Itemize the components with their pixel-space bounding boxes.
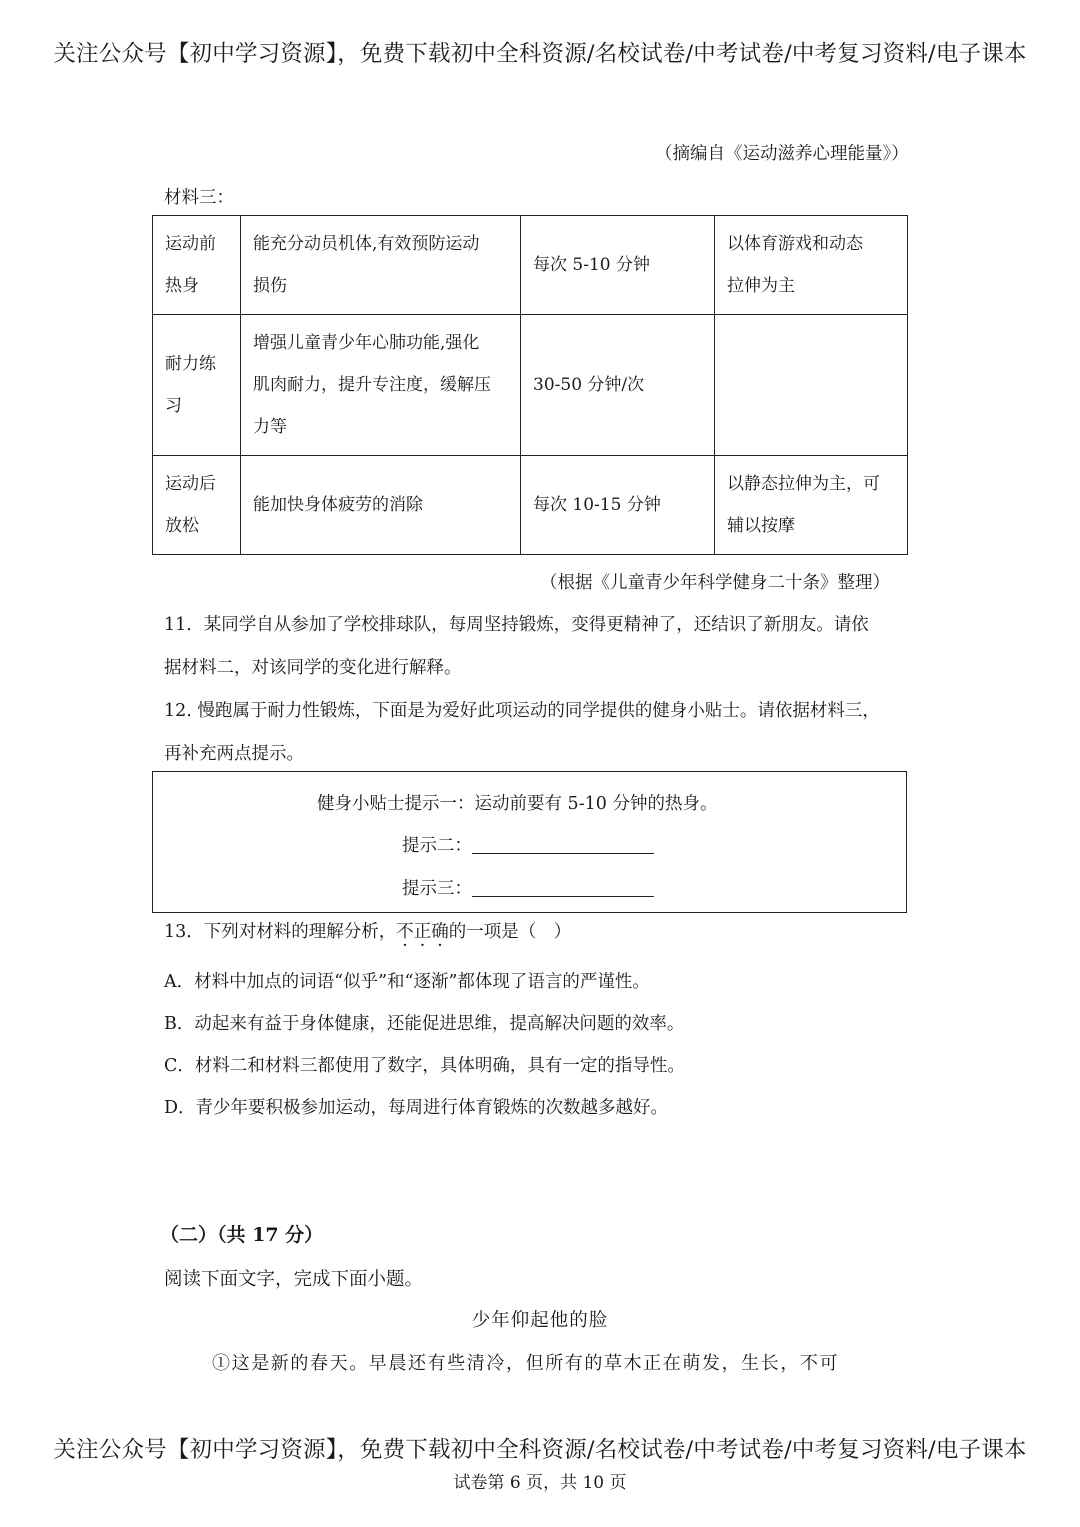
emphasis-char: 确 xyxy=(431,922,449,942)
question-12-line-2: 再补充两点提示。 xyxy=(164,744,304,764)
option-a[interactable]: A．材料中加点的词语“似乎”和“逐渐”都体现了语言的严谨性。 xyxy=(164,972,650,992)
table-cell-duration: 每次 5-10 分钟 xyxy=(521,216,715,315)
question-13-suffix: 的一项是（ ） xyxy=(448,922,572,942)
table-row xyxy=(153,456,908,555)
source-citation-1: （摘编自《运动滋养心理能量》） xyxy=(655,144,909,164)
option-b[interactable]: B．动起来有益于身体健康，还能促进思维，提高解决问题的效率。 xyxy=(164,1014,685,1034)
table-cell-benefit: 增强儿童青少年心肺功能,强化 肌肉耐力，提升专注度，缓解压 力等 xyxy=(241,315,521,456)
story-title: 少年仰起他的脸 xyxy=(471,1310,609,1331)
tip-2 xyxy=(402,832,654,857)
option-c[interactable]: C．材料二和材料三都使用了数字，具体明确，具有一定的指导性。 xyxy=(164,1056,685,1076)
bottom-banner: 关注公众号【初中学习资源】，免费下载初中全科资源/名校试卷/中考试卷/中考复习资料/电子课本 xyxy=(53,1437,1027,1463)
table-row xyxy=(153,216,908,315)
question-11-line-1: 11．某同学自从参加了学校排球队，每周坚持锻炼，变得更精神了，还结识了新朋友。请依 xyxy=(164,615,869,635)
question-12-line-1: 12. 慢跑属于耐力性锻炼，下面是为爱好此项运动的同学提供的健身小贴士。请依据材料三， xyxy=(164,701,880,721)
question-11-line-2: 据材料二，对该同学的变化进行解释。 xyxy=(164,658,462,678)
source-citation-2: （根据《儿童青少年科学健身二十条》整理） xyxy=(540,573,890,593)
table-cell-activity: 运动后 放松 xyxy=(153,456,241,555)
story-paragraph-1: ①这是新的春天。早晨还有些清冷，但所有的草木正在萌发，生长，不可 xyxy=(212,1353,840,1374)
page-number: 试卷第 6 页，共 10 页 xyxy=(453,1473,627,1493)
table-cell-method: 以静态拉伸为主，可 辅以按摩 xyxy=(715,456,908,555)
tip-3 xyxy=(402,875,654,900)
section-2-heading: （二）（共 17 分） xyxy=(160,1224,324,1246)
top-banner: 关注公众号【初中学习资源】，免费下载初中全科资源/名校试卷/中考试卷/中考复习资料/电子课本 xyxy=(53,41,1027,67)
table-cell-duration: 每次 10-15 分钟 xyxy=(521,456,715,555)
tip-3-label: 提示三： xyxy=(402,879,472,899)
fitness-tips-box xyxy=(152,771,907,913)
question-13-prefix: 13．下列对材料的理解分析， xyxy=(164,922,397,942)
tip-2-answer-blank[interactable] xyxy=(472,835,654,854)
emphasis-char: 不 xyxy=(396,922,414,942)
table-cell-method xyxy=(715,315,908,456)
table-row xyxy=(153,315,908,456)
table-cell-activity: 耐力练 习 xyxy=(153,315,241,456)
table-cell-benefit: 能充分动员机体,有效预防运动 损伤 xyxy=(241,216,521,315)
tip-1: 健身小贴士提示一：运动前要有 5-10 分钟的热身。 xyxy=(317,794,718,814)
material-3-title: 材料三： xyxy=(164,188,234,208)
emphasis-char: 正 xyxy=(413,922,432,942)
tip-2-label: 提示二： xyxy=(402,836,472,856)
table-cell-benefit: 能加快身体疲劳的消除 xyxy=(241,456,521,555)
reading-instruction: 阅读下面文字，完成下面小题。 xyxy=(164,1269,424,1290)
table-cell-method: 以体育游戏和动态 拉伸为主 xyxy=(715,216,908,315)
table-cell-duration: 30-50 分钟/次 xyxy=(521,315,715,456)
option-d[interactable]: D．青少年要积极参加运动，每周进行体育锻炼的次数越多越好。 xyxy=(164,1098,669,1118)
tip-3-answer-blank[interactable] xyxy=(472,878,654,897)
table-cell-activity: 运动前 热身 xyxy=(153,216,241,315)
question-13 xyxy=(164,918,571,943)
material-3-table xyxy=(152,215,908,555)
